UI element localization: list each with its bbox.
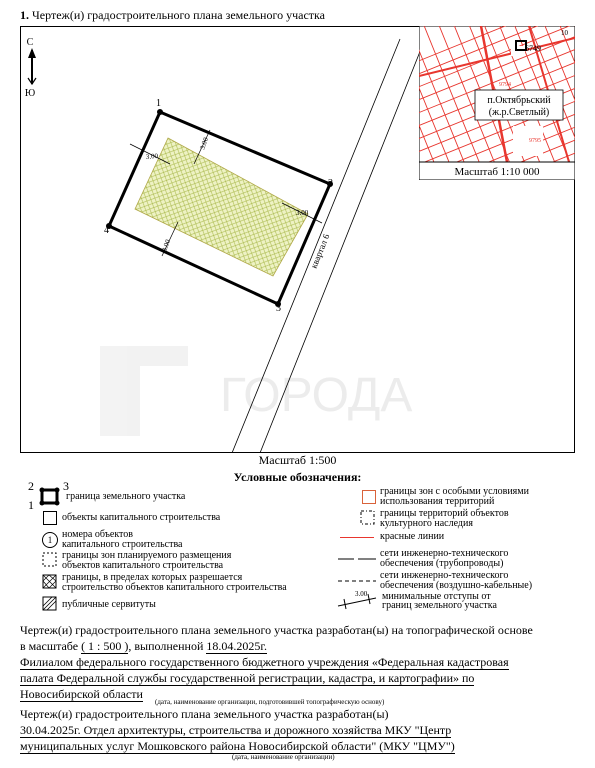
- inset-scale: Масштаб 1:10 000: [454, 166, 540, 178]
- corner-label-2: 2: [328, 178, 333, 189]
- street-label: квартал 6: [308, 232, 332, 270]
- legend-item-planned-zone-1: границы зон планируемого размещения: [62, 550, 232, 561]
- caption-org: (дата, наименование организации): [232, 753, 335, 761]
- dev-line3: муниципальных услуг Мошковского района Новосибирской области" (МКУ "ЦМУ"): [20, 739, 455, 753]
- corner-label-4: 4: [104, 225, 109, 236]
- legend-item-buildable-2: строительство объектов капитального строительства: [62, 582, 287, 593]
- legend-item-special-zone-1: границы зон с особыми условиями: [380, 486, 529, 497]
- red-line-symbol-icon: [340, 537, 374, 538]
- inset-location-map: [419, 26, 575, 180]
- org-line3: Новосибирской области: [20, 687, 143, 701]
- planned-zone-symbol-icon: [42, 552, 58, 568]
- legend-point-2: 2: [28, 479, 34, 493]
- legend-item-setbacks-2: границ земельного участка: [382, 600, 497, 611]
- legend-item-red-lines: красные линии: [380, 531, 445, 542]
- watermark: [100, 346, 412, 436]
- parcel-boundary-symbol-icon: [38, 486, 62, 508]
- legend-item-capital-objects: объекты капитального строительства: [62, 512, 221, 523]
- inset-map-svg: [419, 26, 575, 180]
- org-line1: Филиалом федерального государственного бюджетного учреждения «Федеральная кадастровая: [20, 655, 509, 669]
- setback-label-south: 3.00: [160, 238, 173, 253]
- svg-text:Ю: Ю: [24, 88, 36, 99]
- legend-item-planned-zone-2: объектов капитального строительства: [62, 560, 224, 571]
- section-header: [20, 8, 325, 23]
- legend-item-setbacks-1: минимальные отступы от: [382, 591, 491, 602]
- legend-item-easement: публичные сервитуты: [62, 599, 156, 610]
- heritage-symbol-icon: [360, 510, 376, 526]
- legend-setback-value: 3.00: [355, 590, 368, 598]
- inset-place-line2: (ж.р.Светлый): [488, 107, 550, 118]
- topo-date: 18.04.2025г.: [206, 639, 267, 653]
- corner-label-1: 1: [156, 98, 161, 109]
- legend-item-special-zone-2: использования территорий: [380, 496, 495, 507]
- legend-item-boundary: граница земельного участка: [66, 491, 186, 502]
- setback-label-north: 3.00: [198, 136, 211, 151]
- main-scale: Масштаб 1:500: [258, 453, 337, 467]
- inset-parcel-label: 6749: [525, 44, 541, 53]
- buildable-area-symbol-icon: [42, 574, 58, 590]
- dev-line2: 30.04.2025г. Отдел архитектуры, строительства и дорожного хозяйства МКУ "Центр: [20, 723, 452, 737]
- legend-item-cables-1: сети инженерно-технического: [380, 570, 509, 581]
- special-zone-symbol-icon: [362, 490, 376, 504]
- legend-item-pipelines-2: обеспечения (трубопроводы): [380, 558, 504, 569]
- inset-label-c: 10: [561, 29, 568, 37]
- north-arrow-icon: [25, 37, 36, 99]
- corner-point-1: [157, 109, 163, 115]
- corner-label-3: 3: [276, 303, 281, 314]
- footer-line1: Чертеж(и) градостроительного плана земельного участка разработан(ы) на топографической основе: [20, 623, 533, 637]
- legend-item-heritage-2: культурного наследия: [380, 518, 473, 529]
- org-line2: палата Федеральной службы государственной регистрации, кадастра, и картографии» по: [20, 671, 475, 685]
- legend-point-3: 3: [63, 479, 69, 493]
- setback-label-east: 3.00: [296, 209, 309, 217]
- topo-scale: ( 1 : 500 ): [81, 639, 129, 653]
- setback-label-west: 3.00: [145, 151, 159, 161]
- inset-place-line1: п.Октябрьский: [487, 95, 551, 106]
- object-number-symbol-icon: 1: [42, 532, 58, 548]
- legend-item-heritage-1: границы территорий объектов: [380, 508, 509, 519]
- legend-item-numbers-2: капитального строительства: [62, 539, 183, 550]
- footer-line2: в масштабе ( 1 : 500 ), выполненной 18.04.2025г.: [20, 639, 267, 653]
- legend-point-1: 1: [28, 498, 34, 512]
- legend-item-numbers-1: номера объектов: [62, 529, 134, 540]
- public-easement-symbol-icon: [42, 596, 58, 612]
- legend-item-pipelines-1: сети инженерно-технического: [380, 548, 509, 559]
- legend-item-buildable-1: границы, в пределах которых разрешается: [62, 572, 243, 583]
- buildable-zone: [135, 138, 308, 276]
- section-number: 1.: [20, 8, 29, 22]
- legend-title: Условные обозначения:: [233, 470, 362, 484]
- inset-label-b: 9795: [529, 138, 541, 144]
- svg-text:С: С: [26, 37, 34, 48]
- inset-label-a: 9794: [499, 82, 511, 88]
- dev-line1: Чертеж(и) градостроительного плана земельного участка разработан(ы): [20, 707, 389, 721]
- caption-topo: (дата, наименование организации, подготовившей топографическую основу): [155, 698, 385, 706]
- pipeline-symbol-icon: [338, 555, 378, 563]
- watermark-text: ГОРОДА: [220, 369, 413, 422]
- capital-object-symbol-icon: [43, 511, 57, 525]
- legend-item-cables-2: обеспечения (воздушно-кабельные): [380, 580, 533, 591]
- section-title: Чертеж(и) градостроительного плана земельного участка: [32, 8, 325, 22]
- cable-symbol-icon: [338, 577, 378, 585]
